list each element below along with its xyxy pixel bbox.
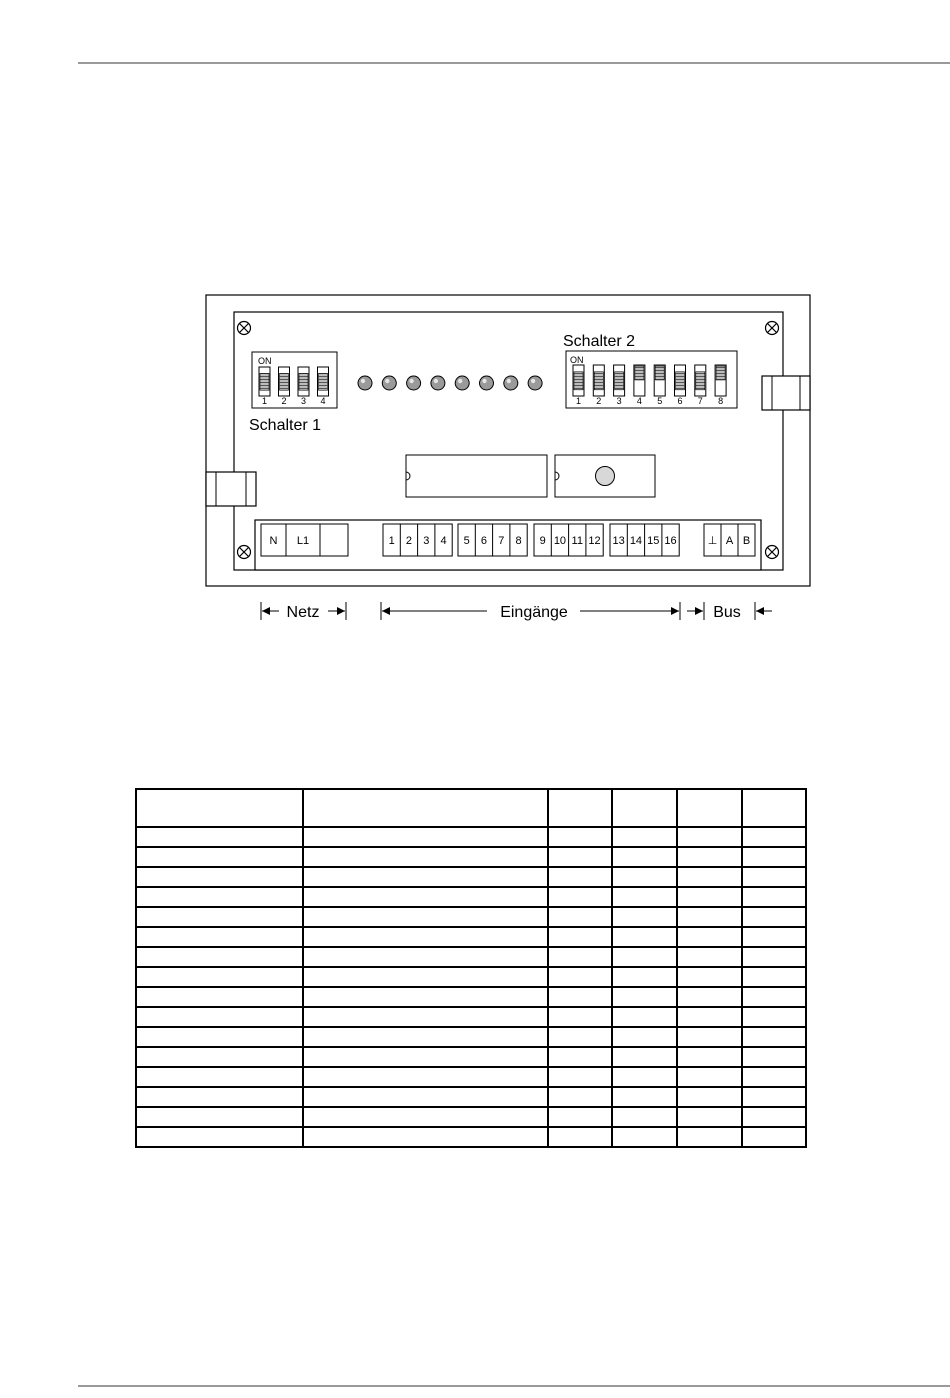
dip-position-label: 1 [261,396,268,406]
table-cell [303,967,548,987]
table-cell [136,907,303,927]
table-cell [136,1027,303,1047]
table-row [136,827,806,847]
dip-position-label: 3 [300,396,307,406]
table-cell [742,1067,806,1087]
table-row [136,1047,806,1067]
table-cell [136,1007,303,1027]
switch2-on-label: ON [570,355,584,365]
terminal-label: ⊥ [707,535,718,547]
terminal-label: 9 [539,535,546,547]
table-cell [136,1067,303,1087]
table-cell [548,1007,612,1027]
table-cell [136,1087,303,1107]
table-cell [612,827,677,847]
ic-chip [406,455,547,497]
table-cell [303,1007,548,1027]
status-led-icon [431,376,445,390]
table-cell [677,1067,742,1087]
dip-position-label: 4 [320,396,326,406]
left-clip [206,472,256,506]
table-cell [612,907,677,927]
table-cell [548,987,612,1007]
table-cell [742,1087,806,1107]
terminal-label: 15 [647,535,660,547]
table-cell [677,987,742,1007]
table-row [136,1067,806,1087]
table-cell [677,887,742,907]
dip-position-label: 8 [718,396,724,406]
table-row [136,987,806,1007]
table-cell [677,1027,742,1047]
table-cell [612,847,677,867]
terminal-label: B [742,535,751,547]
table-cell [742,1127,806,1147]
table-cell [612,1047,677,1067]
terminal-label: 1 [388,535,395,547]
switch2-label: Schalter 2 [563,333,636,350]
table-cell [548,947,612,967]
table-cell [612,887,677,907]
table-cell [742,887,806,907]
table-row [136,967,806,987]
table-cell [136,827,303,847]
table-cell [677,927,742,947]
table-cell [136,927,303,947]
table-cell [677,907,742,927]
dip-position-label: 5 [657,396,663,406]
dip-position-label: 3 [616,396,622,406]
table-row [136,847,806,867]
table-cell [136,1127,303,1147]
dip-switch-2 [566,351,737,408]
table-cell [136,1107,303,1127]
table-cell [548,927,612,947]
dip-position-label: 2 [281,396,287,406]
table-cell [742,987,806,1007]
table-cell [136,847,303,867]
table-cell [612,789,677,827]
terminal-label: N [269,535,278,547]
table-cell [303,887,548,907]
table-row [136,887,806,907]
screw-bottom-left-icon [238,546,251,559]
terminal-label: 13 [612,535,625,547]
table-cell [136,867,303,887]
table-row [136,1127,806,1147]
switch1-label: Schalter 1 [249,417,322,434]
terminal-label: 7 [498,535,505,547]
table-cell [548,789,612,827]
table-cell [136,1047,303,1067]
terminal-label: 8 [515,535,522,547]
table-cell [136,987,303,1007]
table-row [136,907,806,927]
table-cell [548,1087,612,1107]
table-cell [742,789,806,827]
dimension-inputs [381,602,680,621]
table-cell [303,789,548,827]
table-row [136,867,806,887]
screw-top-left-icon [238,322,251,335]
switch1-on-label: ON [258,356,272,366]
table-cell [548,1107,612,1127]
status-led-icon [480,376,494,390]
table-cell [677,789,742,827]
table-cell [136,789,303,827]
table-cell [677,847,742,867]
table-cell [742,867,806,887]
table-cell [548,907,612,927]
table-cell [677,827,742,847]
table-cell [742,1027,806,1047]
status-led-icon [504,376,518,390]
table-cell [303,1087,548,1107]
table-cell [742,927,806,947]
table-cell [612,867,677,887]
terminal-label: 10 [553,535,567,547]
table-cell [303,1127,548,1147]
terminal-label: L1 [296,535,310,547]
terminal-label: 14 [629,535,643,547]
table-cell [303,847,548,867]
terminal-label: 3 [423,535,430,547]
status-led-icon [358,376,372,390]
table-cell [548,887,612,907]
terminal-label: 12 [588,535,601,547]
table-cell [548,867,612,887]
dip-position-label: 1 [575,396,582,406]
dimension-label-power: Netz [286,604,320,621]
dimension-bus [687,602,772,621]
table-row [136,1087,806,1107]
table-cell [612,1067,677,1087]
table-row [136,947,806,967]
table-cell [303,827,548,847]
dimension-label-bus: Bus [713,604,741,621]
table-cell [742,1007,806,1027]
table-cell [303,987,548,1007]
table-cell [742,827,806,847]
table-cell [612,987,677,1007]
table-row [136,1007,806,1027]
dip-position-label: 6 [677,396,683,406]
table-cell [677,967,742,987]
table-cell [303,1027,548,1047]
table-cell [742,947,806,967]
status-led-icon [382,376,396,390]
table-cell [548,1027,612,1047]
dimension-label-inputs: Eingänge [500,604,568,621]
table-cell [136,967,303,987]
table-cell [612,1127,677,1147]
table-cell [612,1007,677,1027]
table-cell [612,947,677,967]
table-cell [548,1047,612,1067]
terminal-label: 16 [664,535,677,547]
table-cell [742,907,806,927]
table-cell [303,907,548,927]
table-cell [548,827,612,847]
status-led-icon [407,376,421,390]
table-cell [303,1107,548,1127]
table-cell [612,927,677,947]
table-cell [677,1107,742,1127]
table-cell [136,947,303,967]
led-row [358,376,542,390]
table-cell [677,1007,742,1027]
table-cell [677,1047,742,1067]
table-cell [677,1087,742,1107]
table-cell [677,1127,742,1147]
dimension-power [261,602,346,621]
dip-switch-1 [252,352,337,408]
bottom-rule [78,1385,950,1387]
table-cell [303,1047,548,1067]
table-row [136,1027,806,1047]
table-cell [136,887,303,907]
table-cell [548,1067,612,1087]
settings-table [135,788,807,1148]
table-cell [742,847,806,867]
table-cell [677,947,742,967]
wiring-diagram [0,0,950,660]
table-row [136,1107,806,1127]
table-header-row [136,789,806,827]
right-clip [762,376,810,410]
table-cell [742,1047,806,1067]
table-cell [612,1107,677,1127]
table-cell [303,867,548,887]
table-cell [612,967,677,987]
status-led-icon [455,376,469,390]
terminal-label: A [725,535,734,547]
table-cell [303,947,548,967]
table-cell [677,867,742,887]
table-cell [612,1027,677,1047]
table-cell [303,1067,548,1087]
screw-bottom-right-icon [766,546,779,559]
table-cell [548,967,612,987]
terminal-label: 6 [480,535,488,547]
table-cell [742,1107,806,1127]
table-row [136,927,806,947]
dip-position-label: 4 [636,396,642,406]
ic-chip-with-button [555,455,655,497]
status-led-icon [528,376,542,390]
table-cell [548,1127,612,1147]
screw-top-right-icon [766,322,779,335]
table-cell [612,1087,677,1107]
terminal-label: 2 [405,535,413,547]
dip-position-label: 7 [697,396,703,406]
terminal-label: 4 [440,535,447,547]
table-cell [303,927,548,947]
terminal-label: 11 [571,535,583,547]
table-cell [548,847,612,867]
terminal-label: 5 [463,535,470,547]
table-cell [742,967,806,987]
dip-position-label: 2 [596,396,602,406]
